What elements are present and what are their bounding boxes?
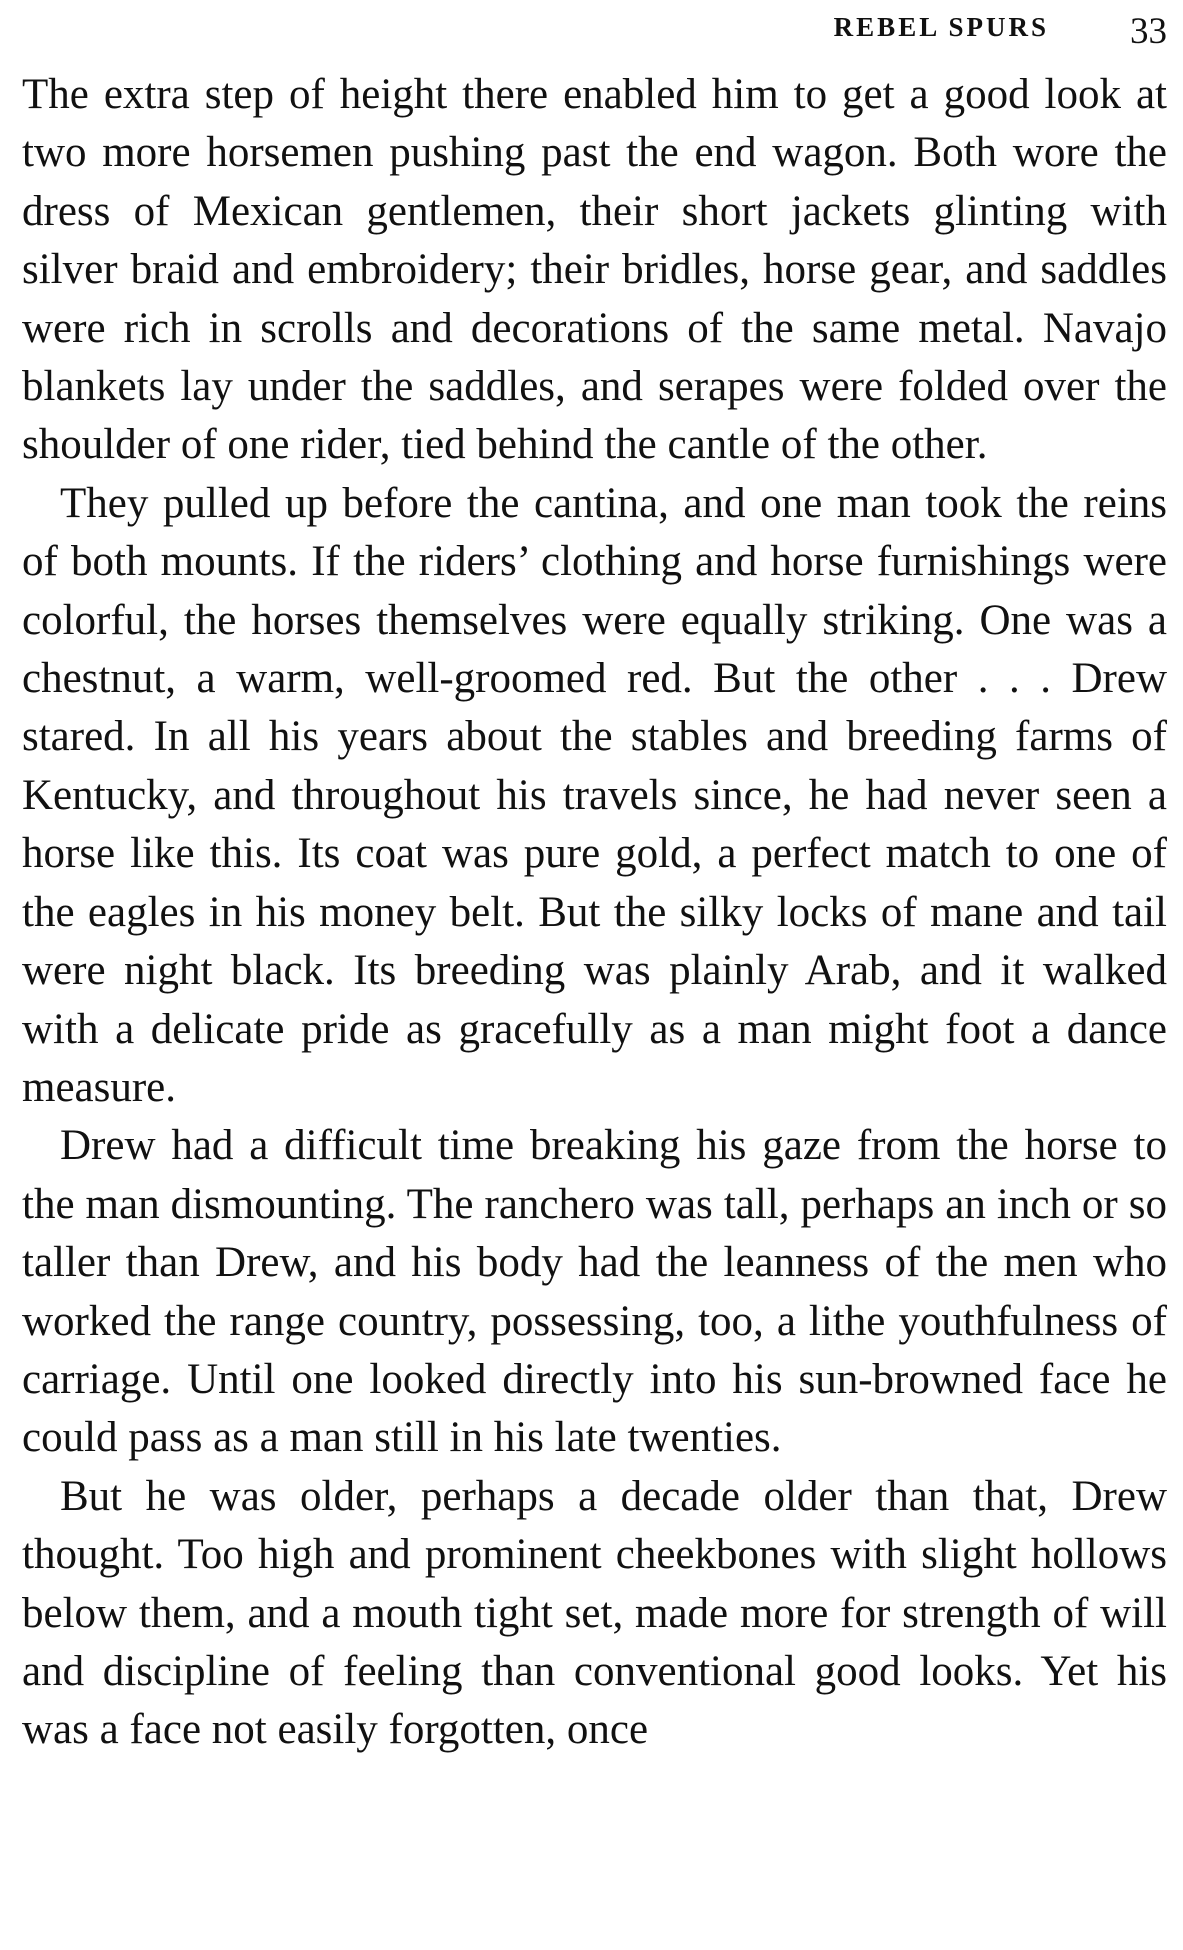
page-header: [0, 10, 1167, 60]
page-number: 33: [1130, 11, 1167, 52]
paragraph: They pulled up before the cantina, and one man took the reins of both mounts. If the riders’ clothing and horse furnishings were colorful, the horses themselves were equally striking. One was a chestnut, a warm, well-groomed red. But the other . . . Drew stared. In all his years about the stables and breeding farms of Kentucky, and throughout his travels since, he had never seen a horse like this. Its coat was pure gold, a perfect match to one of the eagles in his money belt. But the silky locks of mane and tail were night black. Its breeding was plainly Arab, and it walked with a delicate pride as gracefully as a man might foot a dance measure.: [22, 479, 1167, 1111]
paragraph: The extra step of height there enabled him to get a good look at two more horsemen pushing past the end wagon. Both wore the dress of Mexican gentlemen, their short jackets glinting with silver braid and embroidery; their bridles, horse gear, and saddles were rich in scrolls and decorations of the same metal. Navajo blankets lay under the saddles, and serapes were folded over the shoulder of one rider, tied behind the cantle of the other.: [22, 71, 1167, 469]
paragraph: Drew had a difficult time breaking his gaze from the horse to the man dismounting. The ranchero was tall, perhaps an inch or so taller than Drew, and his body had the leanness of the men who worked the range country, possessing, too, a lithe youthfulness of carriage. Until one looked directly into his sun-browned face he could pass as a man still in his late twenties.: [22, 1122, 1167, 1462]
paragraph: But he was older, perhaps a decade older than that, Drew thought. Too high and prominent cheekbones with slight hollows below them, and a mouth tight set, made more for strength of will and discipline of feeling than conventional good looks. Yet his was a face not easily forgotten, once: [22, 1472, 1167, 1754]
body-text: [22, 66, 1167, 1760]
running-head: REBEL SPURS: [833, 12, 1049, 42]
